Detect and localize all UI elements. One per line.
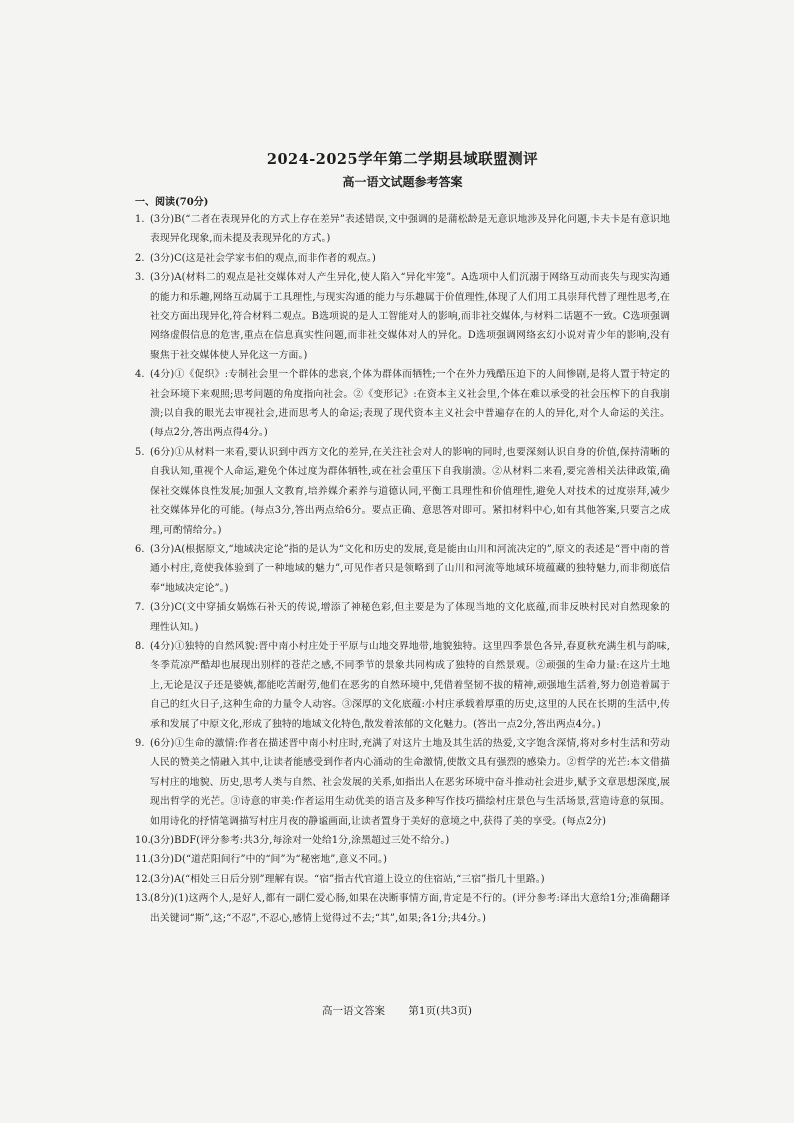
answer-text: (3分)A(根据原文,“地域决定论”指的是认为“文化和历史的发展,竟是能由山川和河流决定的”,原文的表述是“晋中南的普通小村庄,竟使我体验到了一种地域的魅力”,可见作者只是领略到了山川和河流等地域环境蕴藏的独特魅力,而非彻底信奉“地域决定论”。): [150, 543, 670, 594]
answer-number: 13.: [135, 893, 151, 905]
answer-number: 9.: [135, 737, 145, 749]
footer-subject: 高一语文答案: [322, 1005, 386, 1017]
answer-number: 2.: [135, 252, 145, 264]
document-title: 2024-2025学年第二学期县域联盟测评: [266, 151, 539, 168]
answer-number: 8.: [135, 640, 145, 652]
page-footer: [0, 1003, 794, 1018]
answer-text: (3分)A(“相处三日后分别”理解有误。“宿”指古代官道上设立的住宿站,“三宿”指几十里路。): [150, 873, 545, 885]
answer-item: [135, 831, 670, 850]
answer-item: [135, 870, 670, 889]
document-body: [135, 148, 670, 928]
answer-item: [135, 734, 670, 831]
answer-text: (3分)C(这是社会学家韦伯的观点,而非作者的观点。): [150, 252, 376, 264]
answer-number: 12.: [135, 873, 151, 885]
answer-text: (8分)(1)这两个人,是好人,都有一副仁爱心肠,如果在决断事情方面,肯定是不行的。(评分参考:译出大意给1分;准确翻译出关键词“斯”,这;“不忍”,不忍心,感情上觉得过不去;“其”,如果;各1分;共4分。): [150, 893, 670, 924]
answer-list: [135, 210, 670, 928]
answer-item: [135, 268, 670, 365]
answer-text: (6分)①从材料一来看,要认识到中西方文化的差异,在关注社会对人的影响的同时,也要深刻认识自身的价值,保持清晰的自我认知,重视个人命运,避免个体过度为群体牺牲,或在社会重压下自我崩溃。②从材料二来看,要完善相关法律政策,确保社交媒体良性发展;加强人文教育,培养媒介素养与道德认同,平衡工具理性和价值理性,避免人对技术的过度崇拜,减少社交媒体异化的可能。(每点3分,答出两点给6分。要点正确、意思答对即可。紧扣材料中心,如有其他答案,只要言之成理,可酌情给分。): [150, 446, 670, 536]
answer-number: 3.: [135, 272, 145, 284]
answer-item: [135, 365, 670, 443]
answer-item: [135, 850, 670, 869]
answer-text: (4分)①《促织》:专制社会里一个群体的悲哀,个体为群体而牺牲;一个在外力残酷压迫下的人间惨剧,是将人置于特定的社会环境下来观照;思考问题的角度指向社会。②《变形记》:在资本主义社会里,个体在难以承受的社会压榨下的自我崩溃;以自我的眼光去审视社会,进而思考人的命运;表现了现代资本主义社会中普遍存在的人的异化,对个人命运的关注。(每点2分,答出两点得4分。): [150, 369, 670, 439]
section-heading: 一、阅读(70分): [135, 197, 209, 208]
answer-item: [135, 598, 670, 637]
answer-number: 4.: [135, 369, 145, 381]
answer-text: (3分)C(文中穿插女娲炼石补天的传说,增添了神秘色彩,但主要是为了体现当地的文化底蕴,而非反映村民对自然现象的理性认知。): [150, 602, 670, 633]
answer-text: (4分)①独特的自然风貌:晋中南小村庄处于平原与山地交界地带,地貌独特。这里四季景色各异,春夏秋充满生机与韵味,冬季荒凉严酷却也展现出别样的苍茫之感,不同季节的景象共同构成了独特的自然景观。②顽强的生命力量:在这片土地上,无论是汉子还是婆姨,都能吃苦耐劳,他们在恶劣的自然环境中,凭借着坚韧不拔的精神,顽强地生活着,努力创造着属于自己的红火日子,这种生命的力量令人动容。③深厚的文化底蕴:小村庄承载着厚重的历史,这里的人民在长期的生活中,传承和发展了中原文化,形成了独特的地域文化特色,散发着浓郁的文化魅力。(答出一点2分,答出两点4分。): [150, 640, 670, 730]
answer-text: (3分)BDF(评分参考:共3分,每涂对一处给1分,涂黑超过三处不给分。): [150, 835, 450, 846]
answer-item: [135, 637, 670, 734]
answer-item: [135, 210, 670, 249]
footer-page-number: 第1页(共3页): [408, 1005, 472, 1017]
answer-item: [135, 443, 670, 540]
answer-item: [135, 249, 670, 268]
answer-number: 7.: [135, 602, 145, 614]
answer-number: 6.: [135, 543, 145, 555]
answer-text: (3分)A(材料二的观点是社交媒体对人产生异化,使人陷入“异化牢笼”。A选项中人们沉溺于网络互动而丧失与现实沟通的能力和乐趣,网络互动属于工具理性,与现实沟通的能力与乐趣属于价值理性,体现了人们用工具崇拜代替了理性思考,在社交方面出现异化,符合材料二观点。B选项说的是人工智能对人的影响,而非社交媒体,与材料二话题不一致。C选项强调网络虚假信息的危害,重点在信息真实性问题,而非社交媒体对人的异化。D选项强调网络玄幻小说对青少年的影响,没有聚焦于社交媒体使人异化这一方面。): [150, 272, 670, 361]
answer-number: 1.: [135, 214, 145, 225]
answer-item: [135, 540, 670, 598]
answer-text: (6分)①生命的激情:作者在描述晋中南小村庄时,充满了对这片土地及其生活的热爱,文字饱含深情,将对乡村生活和劳动人民的赞美之情融入其中,让读者能感受到作者内心涌动的生命激情,使散文具有强烈的感染力。②哲学的光芒:本文借描写村庄的地貌、历史,思考人类与自然、社会发展的关系,如指出人在恶劣环境中奋斗推动社会进步,赋予文章思想深度,展现出哲学的光芒。③诗意的审美:作者运用生动优美的语言及多种写作技巧描绘村庄景色与生活场景,营造诗意的氛围。如用诗化的抒情笔调描写村庄月夜的静谧画面,让读者置身于美好的意境之中,获得了美的享受。(每点2分): [150, 737, 670, 827]
answer-text: (3分)B(“二者在表现异化的方式上存在差异”表述错误,文中强调的是蒲松龄是无意识地涉及异化问题,卡夫卡是有意识地表现异化现象,而未提及表现异化的方式。): [150, 214, 670, 245]
answer-item: [135, 889, 670, 928]
answer-number: 10.: [135, 835, 151, 846]
document-subtitle: 高一语文试题参考答案: [342, 175, 463, 189]
answer-number: 5.: [135, 446, 145, 458]
answer-text: (3分)D(“道茫阳间行”中的“间”为“秘密地”,意义不同。): [150, 854, 388, 866]
answer-number: 11.: [135, 854, 151, 866]
